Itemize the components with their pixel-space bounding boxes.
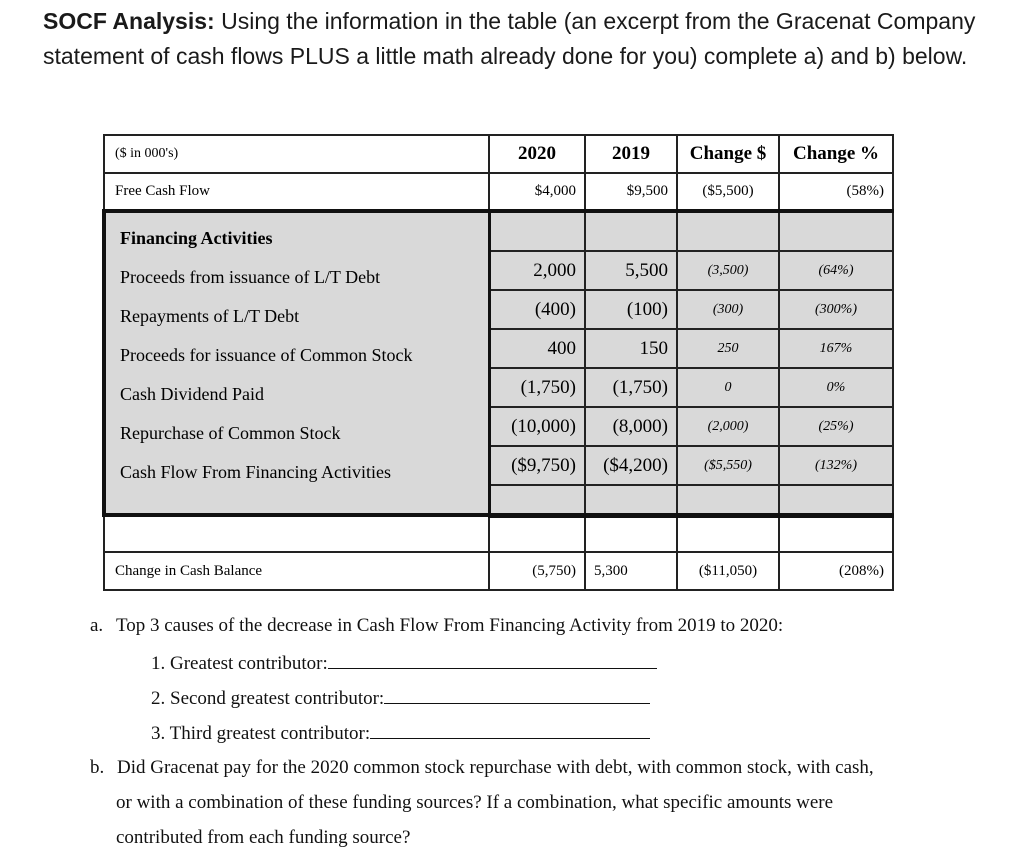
- table-cell: [104, 515, 489, 552]
- table-cell: ($5,500): [677, 173, 779, 211]
- question-b-line: contributed from each funding source?: [116, 827, 411, 848]
- change-in-cash-row: [104, 552, 893, 590]
- table-cell: 5,500: [585, 251, 677, 290]
- row-label: Proceeds from issuance of L/T Debt: [120, 267, 381, 287]
- table-cell: 0: [677, 368, 779, 407]
- table-cell: (100): [585, 290, 677, 329]
- item-number: 2.: [151, 688, 166, 709]
- table-cell: 0%: [779, 368, 893, 407]
- table-cell: (1,750): [489, 368, 585, 407]
- answer-blank[interactable]: [384, 685, 650, 704]
- item-label: Second greatest contributor:: [170, 688, 385, 709]
- row-label: Repurchase of Common Stock: [120, 423, 341, 443]
- table-cell: (1,750): [585, 368, 677, 407]
- table-cell: (300%): [779, 290, 893, 329]
- table-cell: 250: [677, 329, 779, 368]
- answer-blank[interactable]: [370, 720, 650, 739]
- table-cell: [677, 515, 779, 552]
- table-cell: (2,000): [677, 407, 779, 446]
- column-header: 2020: [489, 135, 585, 173]
- table-cell: [677, 485, 779, 515]
- table-cell: (64%): [779, 251, 893, 290]
- answer-blank[interactable]: [328, 650, 657, 669]
- answer-line-3: [151, 720, 650, 745]
- unit-label: ($ in 000's): [104, 135, 489, 173]
- row-label: Free Cash Flow: [104, 173, 489, 211]
- table-cell: (10,000): [489, 407, 585, 446]
- table-cell: (8,000): [585, 407, 677, 446]
- table-cell: [585, 485, 677, 515]
- table-cell: 400: [489, 329, 585, 368]
- table-cell: ($4,200): [585, 446, 677, 485]
- row-label: Proceeds for issuance of Common Stock: [120, 345, 413, 365]
- table-cell: $4,000: [489, 173, 585, 211]
- column-header: 2019: [585, 135, 677, 173]
- question-a: [90, 615, 783, 637]
- table-cell: 167%: [779, 329, 893, 368]
- row-label: Cash Flow From Financing Activities: [120, 462, 392, 482]
- free-cash-flow-row: [104, 173, 893, 211]
- table-cell: [677, 211, 779, 251]
- question-a-marker: a.: [90, 615, 104, 636]
- table-cell: ($5,550): [677, 446, 779, 485]
- table-cell: (132%): [779, 446, 893, 485]
- financing-labels: [104, 211, 489, 515]
- table-cell: (208%): [779, 552, 893, 590]
- table-cell: (58%): [779, 173, 893, 211]
- item-number: 1.: [151, 653, 166, 674]
- table-cell: (5,750): [489, 552, 585, 590]
- table-cell: (3,500): [677, 251, 779, 290]
- answer-line-1: [151, 650, 657, 675]
- answer-line-2: [151, 685, 650, 710]
- question-b: [90, 757, 874, 779]
- item-number: 3.: [151, 723, 166, 744]
- cash-flow-table: [102, 134, 894, 591]
- table-cell: [779, 485, 893, 515]
- table-cell: [585, 211, 677, 251]
- table-cell: 150: [585, 329, 677, 368]
- table-cell: ($9,750): [489, 446, 585, 485]
- financing-section: [104, 211, 893, 515]
- table-cell: [779, 211, 893, 251]
- table-cell: $9,500: [585, 173, 677, 211]
- row-label: Change in Cash Balance: [104, 552, 489, 590]
- question-b-line: or with a combination of these funding sources? If a combination, what specific amounts were: [116, 792, 834, 813]
- table-cell: (400): [489, 290, 585, 329]
- table-cell: [779, 515, 893, 552]
- heading-bold: SOCF Analysis:: [43, 8, 215, 34]
- heading: [43, 4, 1003, 74]
- blank-row: [104, 515, 893, 552]
- table-cell: (25%): [779, 407, 893, 446]
- item-label: Third greatest contributor:: [169, 723, 371, 744]
- table-cell: [585, 515, 677, 552]
- table-cell: [489, 515, 585, 552]
- table-cell: ($11,050): [677, 552, 779, 590]
- column-header: Change %: [779, 135, 893, 173]
- table-cell: 2,000: [489, 251, 585, 290]
- table-cell: (300): [677, 290, 779, 329]
- financing-title-row: [104, 211, 893, 251]
- table-cell: 5,300: [585, 552, 677, 590]
- question-a-text: Top 3 causes of the decrease in Cash Flow From Financing Activity from 2019 to 2020:: [115, 615, 784, 636]
- heading-text: Using the information in the table (an excerpt from the Gracenat Company statement of cash flows PLUS a little math already done for you) complete a) and b) below.: [43, 8, 976, 69]
- row-label: Cash Dividend Paid: [120, 384, 264, 404]
- financing-title: Financing Activities: [120, 228, 273, 248]
- question-b-marker: b.: [90, 757, 105, 778]
- table-header-row: [104, 135, 893, 173]
- item-label: Greatest contributor:: [170, 653, 328, 674]
- table-cell: [489, 211, 585, 251]
- question-b-line: Did Gracenat pay for the 2020 common stock repurchase with debt, with common stock, with cash,: [117, 757, 874, 778]
- row-label: Repayments of L/T Debt: [120, 306, 300, 326]
- column-header: Change $: [677, 135, 779, 173]
- table-cell: [489, 485, 585, 515]
